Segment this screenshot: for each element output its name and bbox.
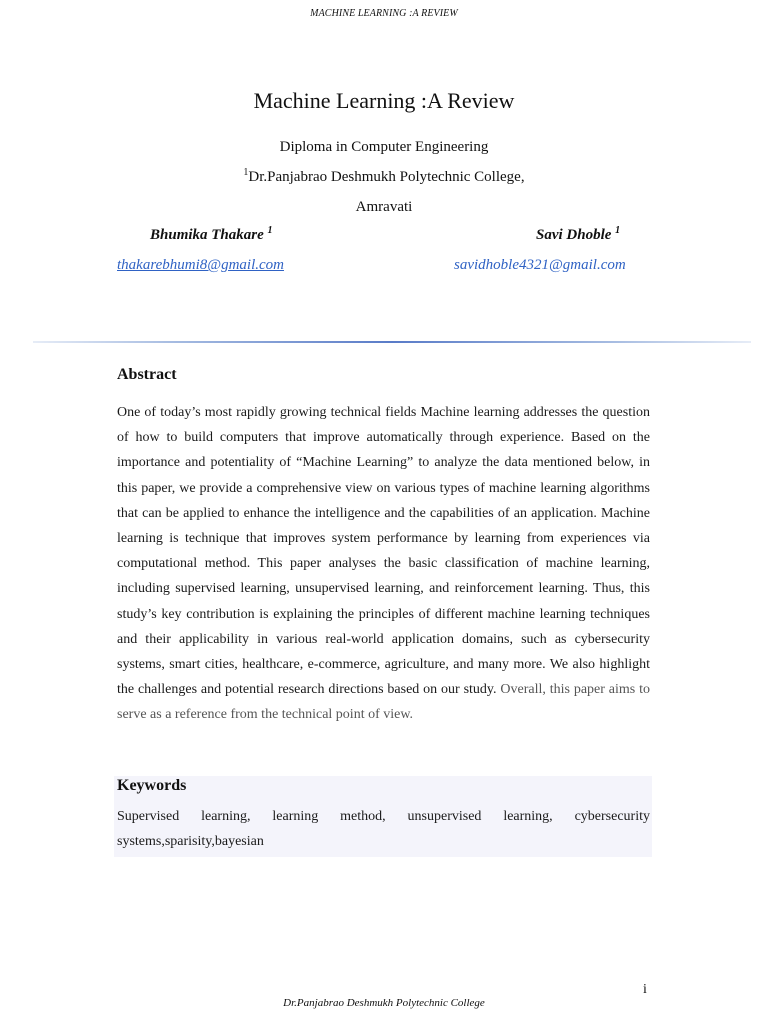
- author-1: [150, 227, 273, 244]
- author-1-name: Bhumika Thakare: [150, 227, 264, 243]
- author-1-email-link[interactable]: thakarebhumi8@gmail.com: [117, 257, 284, 273]
- affiliation-marker: 1: [243, 167, 249, 178]
- author-1-marker: 1: [267, 225, 273, 236]
- section-divider: [33, 341, 751, 343]
- affiliation-college: [0, 169, 768, 186]
- keywords-heading: Keywords: [117, 777, 187, 794]
- author-2-email-link[interactable]: savidhoble4321@gmail.com: [454, 257, 626, 273]
- paper-title: Machine Learning :A Review: [253, 88, 515, 113]
- abstract-text-tail: Overall, this paper aims to serve as a reference from the technical point of view.: [117, 682, 650, 723]
- abstract-text: One of today’s most rapidly growing technical fields Machine learning addresses the question of how to build computers that improve automatically through experience. Based on the importance and potentiality of “Machine Learning” to analyze the data mentioned below, in this paper, we provide a comprehensive view on various types of machine learning algorithms that can be applied to enhance the intelligence and the capabilities of an application. Machine learning is technique that improves system performance by learning from experiences via computational method. This paper analyses the basic classification of machine learning, including supervised learning, unsupervised learning, and reinforcement learning. Thus, this study’s key contribution is explaining the principles of different machine learning techniques and their applicability in various real-world application domains, such as cybersecurity systems, smart cities, healthcare, e-commerce, agriculture, and many more. We also highlight the challenges and potential research directions based on our study.: [117, 405, 650, 698]
- author-2: [536, 227, 620, 244]
- affiliation-college-name: Dr.Panjabrao Deshmukh Polytechnic College,: [248, 169, 525, 185]
- abstract-heading: Abstract: [117, 366, 177, 383]
- running-header: MACHINE LEARNING :A REVIEW: [310, 8, 458, 19]
- author-2-name: Savi Dhoble: [536, 227, 612, 243]
- page-number: i: [643, 982, 647, 997]
- author-2-marker: 1: [615, 225, 621, 236]
- keywords-text: Supervised learning, learning method, unsupervised learning, cybersecurity systems,sparisity,bayesian: [117, 809, 650, 849]
- running-footer: Dr.Panjabrao Deshmukh Polytechnic College: [283, 997, 485, 1009]
- abstract-body: [117, 400, 650, 728]
- affiliation-department: Diploma in Computer Engineering: [279, 139, 489, 155]
- affiliation-city: Amravati: [355, 199, 413, 215]
